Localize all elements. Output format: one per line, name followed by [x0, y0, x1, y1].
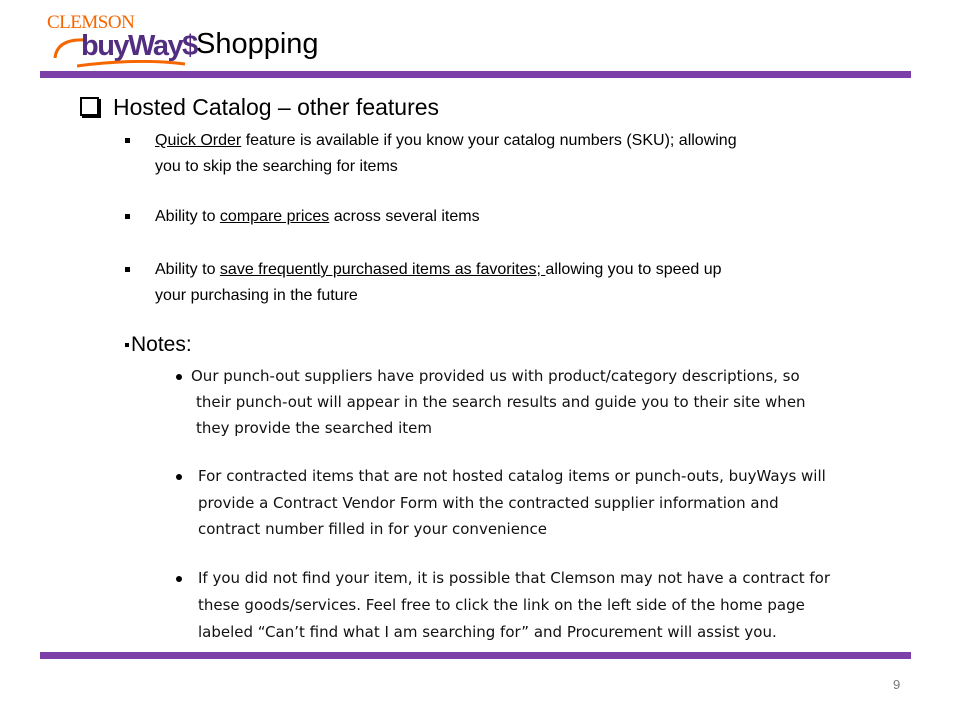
top-divider	[40, 71, 911, 78]
note-line: their punch-out will appear in the search results and guide you to their site when	[196, 393, 806, 411]
bullet-text: allowing you to speed up	[545, 261, 722, 278]
slide-title: Shopping	[196, 28, 319, 60]
bullet-text: feature is available if you know your catalog numbers (SKU); allowing	[241, 132, 737, 149]
bullet-line	[155, 257, 935, 282]
square-bullet-icon	[125, 138, 130, 143]
underlined-term: compare prices	[219, 208, 330, 225]
bullet-text: Ability to	[155, 261, 220, 278]
note-line: provide a Contract Vendor Form with the contracted supplier information and	[198, 494, 779, 512]
round-bullet-icon	[176, 374, 182, 380]
notes-label-text: Notes:	[131, 333, 192, 356]
bullet-text: across several items	[329, 208, 480, 225]
underlined-term: save frequently purchased items as favorites;	[219, 261, 546, 278]
section-heading-text: Hosted Catalog – other features	[113, 94, 440, 120]
round-bullet-icon	[176, 576, 182, 582]
logo-underline-icon	[77, 60, 187, 70]
note-line: If you did not find your item, it is possible that Clemson may not have a contract for	[198, 569, 831, 587]
bottom-divider	[40, 652, 911, 659]
logo-clemson-text: CLEMSON	[47, 12, 135, 33]
notes-label	[125, 333, 192, 357]
square-bullet-icon	[125, 214, 130, 219]
logo-buyways-text: buyWay$	[81, 30, 197, 62]
round-bullet-icon	[176, 474, 182, 480]
square-bullet-icon	[125, 267, 130, 272]
clemson-buyways-logo	[47, 12, 197, 72]
bullet-line: your purchasing in the future	[155, 287, 358, 304]
square-bullet-icon	[125, 343, 129, 347]
bullet-line	[155, 204, 935, 229]
underlined-term: Quick Order	[155, 132, 242, 149]
note-line: contract number filled in for your convenience	[198, 520, 547, 538]
note-line: labeled “Can’t find what I am searching for” and Procurement will assist you.	[198, 623, 777, 641]
bullet-line	[155, 128, 935, 153]
note-line: For contracted items that are not hosted catalog items or punch-outs, buyWays will	[198, 467, 826, 485]
checkbox-bullet-icon	[80, 97, 99, 116]
note-line: these goods/services. Feel free to click the link on the left side of the home page	[198, 596, 805, 614]
bullet-line: you to skip the searching for items	[155, 158, 398, 175]
page-number: 9	[893, 677, 901, 692]
note-line: they provide the searched item	[196, 419, 432, 437]
note-line: Our punch-out suppliers have provided us with product/category descriptions, so	[191, 367, 800, 385]
section-heading	[80, 94, 439, 121]
bullet-text: Ability to	[155, 208, 220, 225]
